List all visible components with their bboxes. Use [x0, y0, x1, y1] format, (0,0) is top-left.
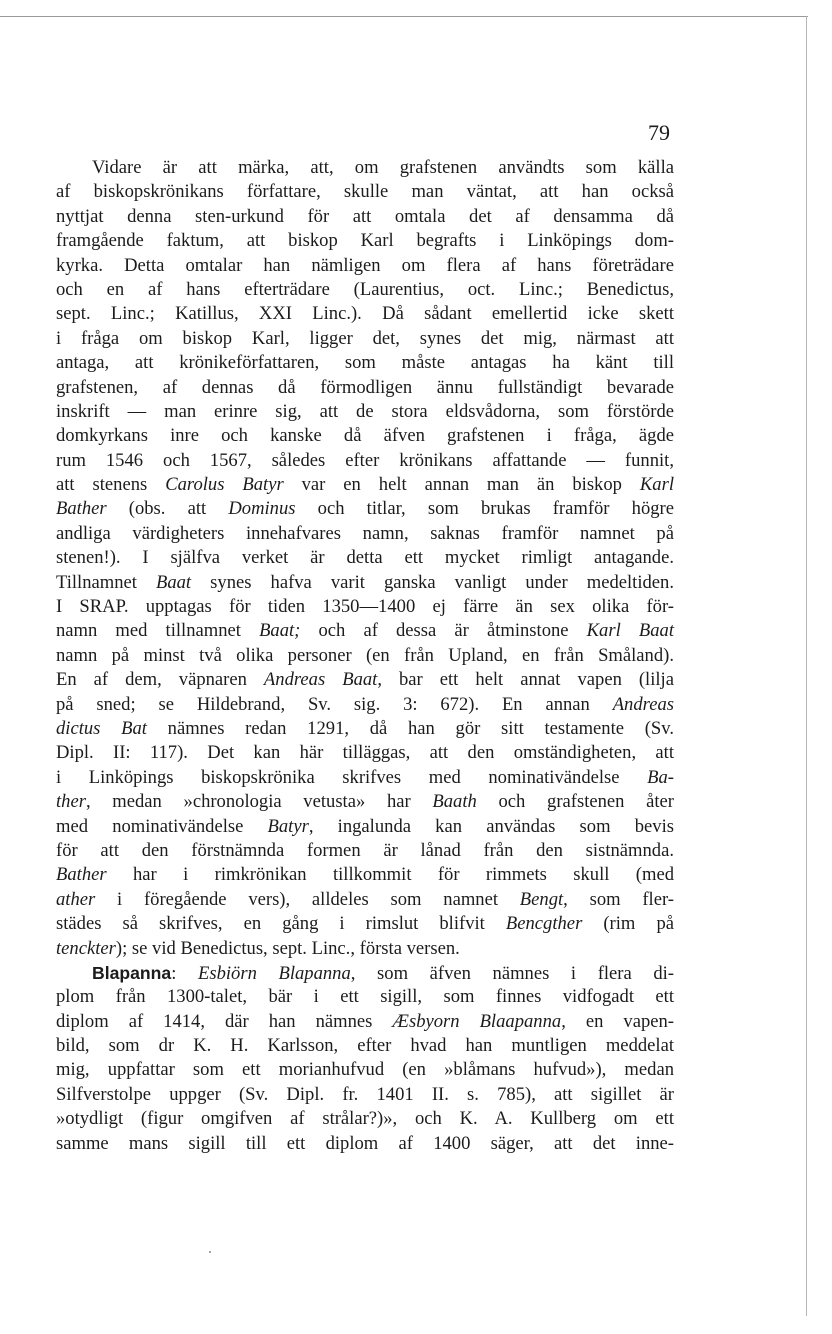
body-text: [56, 156, 674, 1156]
text-line: Bather (obs. att Dominus och titlar, som brukas framför högre: [56, 498, 674, 520]
text-line: Tillnamnet Baat synes hafva varit ganska vanligt under medeltiden.: [56, 571, 674, 593]
text-line: Blapanna: Esbiörn Blapanna, som äfven nämnes i flera di-: [92, 962, 674, 984]
text-line: sept. Linc.; Katillus, XXI Linc.). Då sådant emellertid icke skett: [56, 303, 674, 325]
text-line: ather i föregående vers), alldeles som namnet Bengt, som fler-: [56, 888, 674, 910]
text-line: i Linköpings biskopskrönika skrifves med nominativändelse Ba-: [56, 766, 674, 788]
text-line: inskrift — man erinre sig, att de stora eldsvådorna, som förstörde: [56, 400, 674, 422]
speck-mark: [209, 1251, 211, 1253]
text-line: »otydligt (figur omgifven af strålar?)», och K. A. Kullberg om ett: [56, 1108, 674, 1130]
text-line: bild, som dr K. H. Karlsson, efter hvad han muntligen meddelat: [56, 1035, 674, 1057]
text-line: domkyrkans inre och kanske då äfven grafstenen i fråga, ägde: [56, 425, 674, 447]
text-line: rum 1546 och 1567, således efter krönikans affattande — funnit,: [56, 449, 674, 471]
text-line: tenckter); se vid Benedictus, sept. Linc., första versen.: [56, 937, 460, 959]
page-number: 79: [648, 120, 670, 145]
text-line: namn med tillnamnet Baat; och af dessa är åtminstone Karl Baat: [56, 620, 674, 642]
text-line: att stenens Carolus Batyr var en helt annan man än biskop Karl: [56, 474, 674, 496]
text-line: Vidare är att märka, att, om grafstenen användts som källa: [92, 157, 674, 178]
text-line: andliga värdigheters innehafvares namn, saknas framför namnet på: [56, 522, 674, 544]
text-line: diplom af 1414, där han nämnes Æsbyorn Blaapanna, en vapen-: [56, 1010, 674, 1032]
text-line: af biskopskrönikans författare, skulle man väntat, att han också: [56, 181, 674, 203]
text-line: namn på minst två olika personer (en från Upland, en från Småland).: [56, 644, 674, 666]
text-line: En af dem, väpnaren Andreas Baat, bar ett helt annat vapen (lilja: [56, 669, 674, 691]
right-edge-rule: [806, 16, 807, 1316]
text-line: städes så skrifves, en gång i rimslut blifvit Bencgther (rim på: [56, 913, 674, 935]
text-line: Bather har i rimkrönikan tillkommit för rimmets skull (med: [56, 864, 674, 886]
text-line: Silfverstolpe uppger (Sv. Dipl. fr. 1401 II. s. 785), att sigillet är: [56, 1083, 674, 1105]
text-line: plom från 1300-talet, bär i ett sigill, som finnes vidfogadt ett: [56, 986, 674, 1008]
top-rule: [0, 16, 808, 17]
text-line: grafstenen, af dennas då förmodligen ännu fullständigt bevarade: [56, 376, 674, 398]
text-line: samme mans sigill till ett diplom af 1400 säger, att det inne-: [56, 1132, 674, 1154]
text-line: med nominativändelse Batyr, ingalunda kan användas som bevis: [56, 815, 674, 837]
text-line: Dipl. II: 117). Det kan här tilläggas, att den omständigheten, att: [56, 742, 674, 764]
text-line: dictus Bat nämnes redan 1291, då han gör sitt testamente (Sv.: [56, 717, 674, 739]
text-line: och en af hans efterträdare (Laurentius, oct. Linc.; Benedictus,: [56, 278, 674, 300]
text-line: stenen!). I själfva verket är detta ett mycket rimligt antagande.: [56, 547, 674, 569]
text-line: antaga, att krönikeförfattaren, som måste antagas ha känt till: [56, 352, 674, 374]
text-line: på sned; se Hildebrand, Sv. sig. 3: 672). En annan Andreas: [56, 693, 674, 715]
text-line: kyrka. Detta omtalar han nämligen om flera af hans företrädare: [56, 254, 674, 276]
text-line: framgående faktum, att biskop Karl begrafts i Linköpings dom-: [56, 230, 674, 252]
text-line: mig, uppfattar som ett morianhufvud (en »blåmans hufvud»), medan: [56, 1059, 674, 1081]
text-line: I SRAP. upptagas för tiden 1350—1400 ej färre än sex olika för-: [56, 596, 674, 618]
text-line: nyttjat denna sten-urkund för att omtala det af densamma då: [56, 205, 674, 227]
text-line: i fråga om biskop Karl, ligger det, synes det mig, närmast att: [56, 327, 674, 349]
text-line: ther, medan »chronologia vetusta» har Baath och grafstenen åter: [56, 791, 674, 813]
text-line: för att den förstnämnda formen är lånad från den sistnämnda.: [56, 839, 674, 861]
